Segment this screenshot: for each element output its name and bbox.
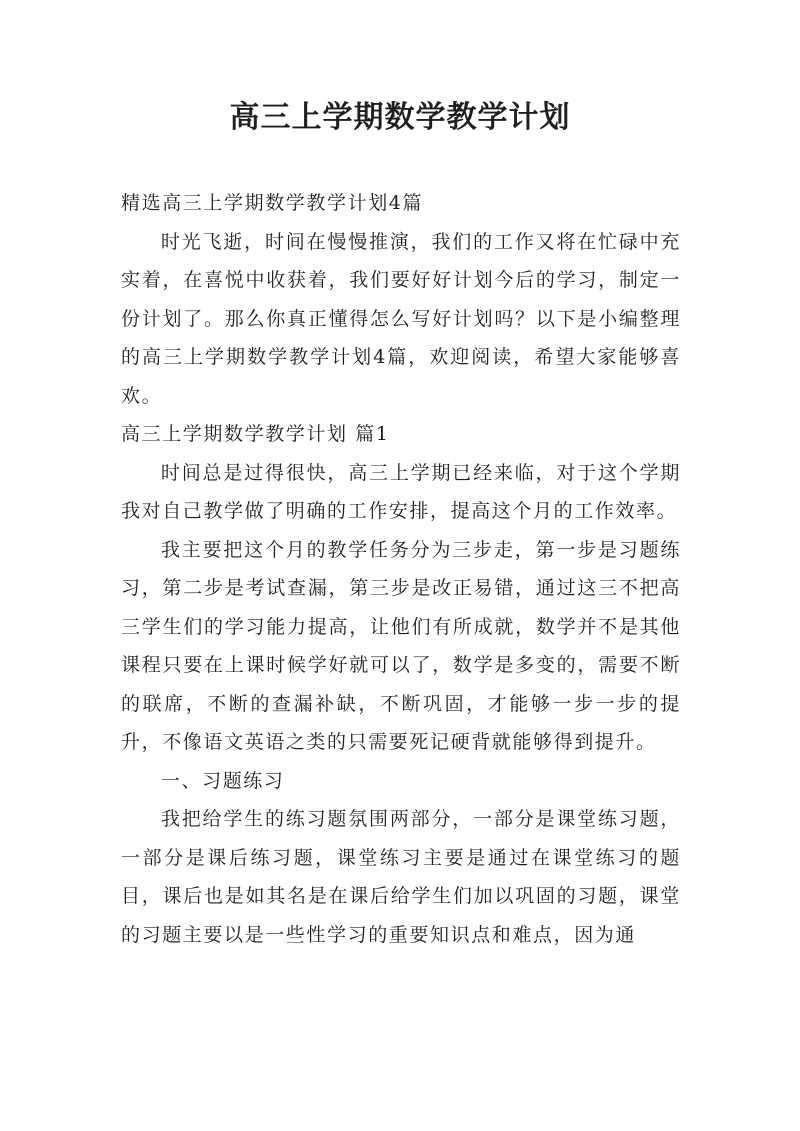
paragraph-intro: 时光飞逝，时间在慢慢推演，我们的工作又将在忙碌中充实着，在喜悦中收获着，我们要好好计划今后的学习，制定一份计划了。那么你真正懂得怎么写好计划吗？以下是小编整理的高三上学期数学教学计划4篇，欢迎阅读，希望大家能够喜欢。 bbox=[121, 230, 681, 407]
subsection-heading: 一、习题练习 bbox=[160, 769, 285, 792]
paragraph: 我主要把这个月的教学任务分为三步走，第一步是习题练习，第二步是考试查漏，第三步是改正易错，通过这三不把高三学生们的学习能力提高，让他们有所成就，数学并不是其他课程只要在上课时候学好就可以了，数学是多变的，需要不断的联席，不断的查漏补缺，不断巩固，才能够一步一步的提升，不像语文英语之类的只需要死记硬背就能够得到提升。 bbox=[121, 538, 681, 753]
paragraph-intro-heading: 精选高三上学期数学教学计划4篇 bbox=[121, 192, 424, 214]
document-body bbox=[121, 184, 681, 954]
document-title: 高三上学期数学教学计划 bbox=[229, 100, 571, 135]
section-heading: 高三上学期数学教学计划 篇1 bbox=[121, 423, 390, 445]
paragraph: 时间总是过得很快，高三上学期已经来临，对于这个学期我对自己教学做了明确的工作安排，提高这个月的工作效率。 bbox=[121, 461, 681, 522]
paragraph: 我把给学生的练习题氛围两部分，一部分是课堂练习题，一部分是课后练习题，课堂练习主要是通过在课堂练习的题目，课后也是如其名是在课后给学生们加以巩固的习题，课堂的习题主要以是一些性学习的重要知识点和难点，因为通 bbox=[121, 808, 681, 946]
